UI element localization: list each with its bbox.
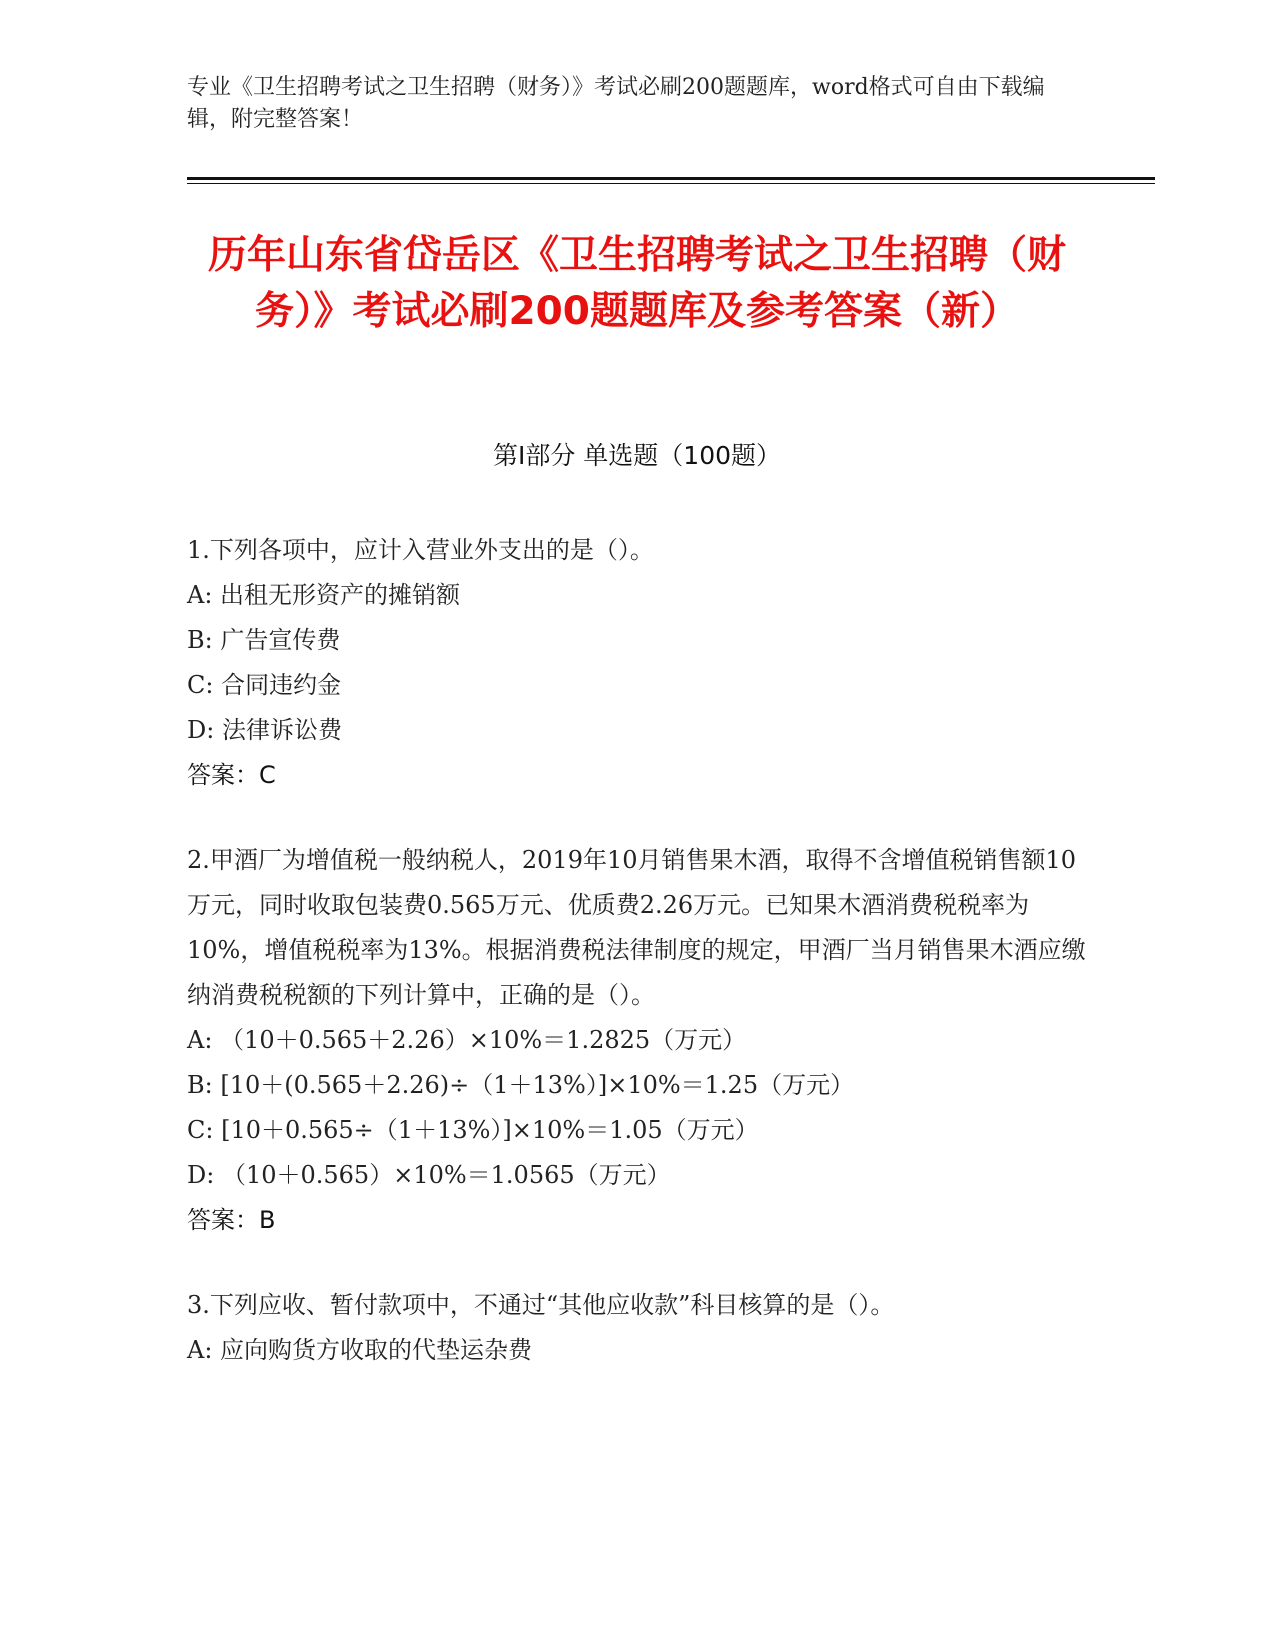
option-c: C: 合同违约金 — [187, 671, 342, 699]
answer: 答案：C — [187, 761, 276, 789]
section-title: 第Ⅰ部分 单选题（100题） — [492, 441, 782, 470]
header-rule-thin — [187, 183, 1155, 184]
option-b: B: [10＋(0.565＋2.26)÷（1＋13%）]×10%＝1.25（万元） — [187, 1071, 855, 1099]
document-title: 历年山东省岱岳区《卫生招聘考试之卫生招聘（财务）》考试必刷200题题库及参考答案（新） — [207, 233, 1066, 334]
question-stem: 2.甲酒厂为增值税一般纳税人，2019年10月销售果木酒，取得不含增值税销售额10万元，同时收取包装费0.565万元、优质费2.26万元。已知果木酒消费税税率为10%，增值税税率为13%。根据消费税法律制度的规定，甲酒厂当月销售果木酒应缴纳消费税税额的下列计算中，正确的是（）。 — [187, 846, 1086, 1009]
answer: 答案：B — [187, 1206, 276, 1234]
header-note: 专业《卫生招聘考试之卫生招聘（财务）》考试必刷200题题库，word格式可自由下载编辑，附完整答案！ — [187, 75, 1045, 132]
question-list — [187, 528, 1087, 1413]
question-3 — [187, 1283, 1087, 1373]
option-a: A: 出租无形资产的摊销额 — [187, 581, 461, 609]
option-d: D: 法律诉讼费 — [187, 716, 342, 744]
question-2 — [187, 838, 1087, 1243]
option-d: D: （10＋0.565）×10%＝1.0565（万元） — [187, 1161, 671, 1189]
option-a: A: （10＋0.565＋2.26）×10%＝1.2825（万元） — [187, 1026, 747, 1054]
question-stem: 3.下列应收、暂付款项中，不通过“其他应收款”科目核算的是（）。 — [187, 1291, 895, 1319]
option-c: C: [10＋0.565÷（1＋13%）]×10%＝1.05（万元） — [187, 1116, 759, 1144]
header-rule-thick — [187, 177, 1155, 180]
option-a: A: 应向购货方收取的代垫运杂费 — [187, 1336, 533, 1364]
option-b: B: 广告宣传费 — [187, 626, 341, 654]
question-1 — [187, 528, 1087, 798]
question-stem: 1.下列各项中，应计入营业外支出的是（）。 — [187, 536, 654, 564]
